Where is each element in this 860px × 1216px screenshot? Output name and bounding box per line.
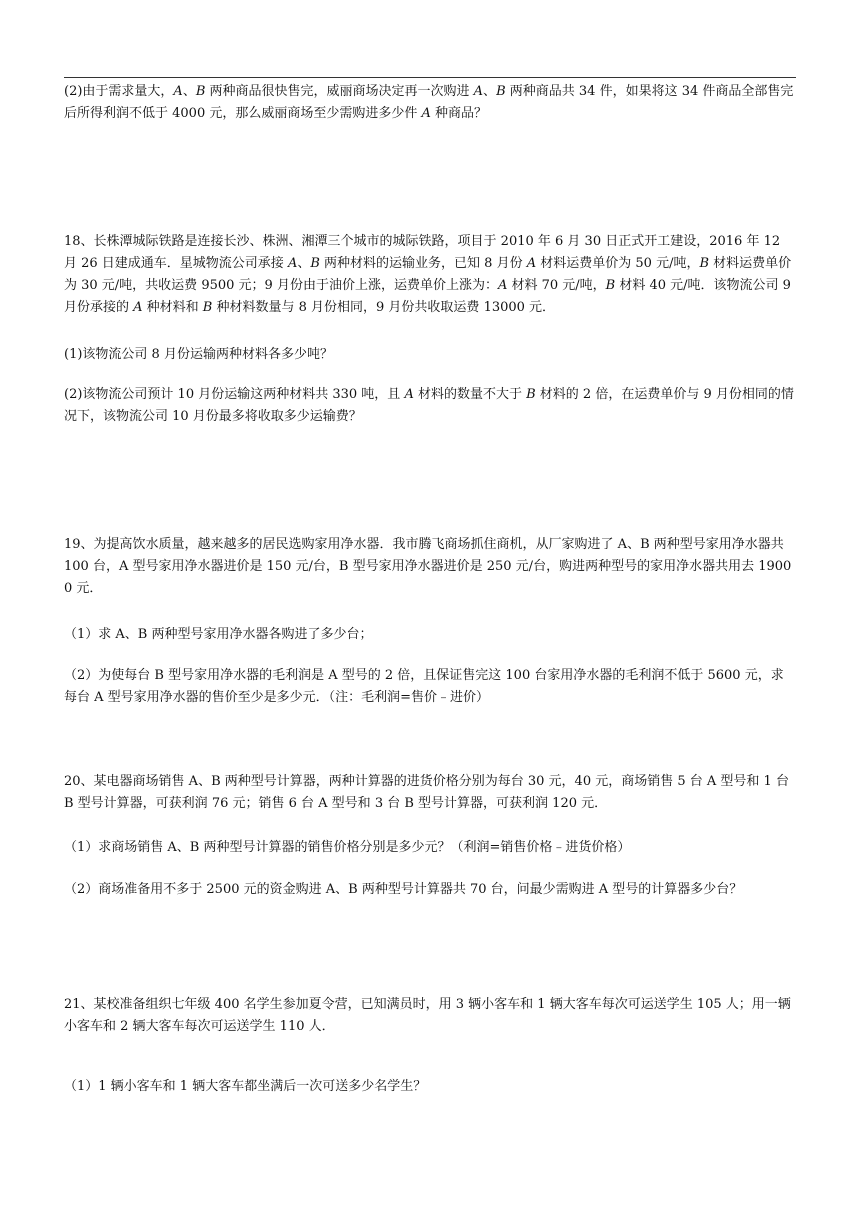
variable-label: A [404, 387, 414, 402]
text-run: （1）求 A、B 两种型号家用净水器各购进了多少台； [64, 627, 373, 642]
question-18-part-2 [64, 384, 796, 428]
text-run: 、 [483, 84, 497, 99]
text-run: 材料的 2 倍，在运费单价与 9 月份相同的情况下，该物流公司 10 月份最多将收取多少运输费？ [64, 387, 794, 424]
question-17-part-2 [64, 81, 796, 125]
variable-label: B [202, 300, 213, 315]
header-rule [64, 77, 796, 78]
variable-label: B [195, 84, 206, 99]
variable-label: A [133, 300, 143, 315]
question-18-stem [64, 231, 796, 319]
question-21-part-1 [64, 1076, 796, 1098]
variable-label: A [473, 84, 484, 99]
variable-label: A [173, 84, 183, 99]
question-18-part-1 [64, 344, 796, 366]
variable-label: B [605, 278, 616, 293]
text-run: 两种商品共 34 件，如果将这 34 件商品全部售完后所得利润不低于 4000 元，那么威丽商场至少需购进多少件 [64, 84, 794, 121]
question-19-stem [64, 534, 796, 600]
text-run: (2)该物流公司预计 10 月份运输这两种材料共 330 吨，且 [64, 387, 405, 402]
question-20-part-2 [64, 879, 796, 901]
text-run: （1）求商场销售 A、B 两种型号计算器的销售价格分别是多少元？（利润=销售价格﹣进货价格） [64, 840, 631, 855]
question-21-stem [64, 994, 796, 1038]
variable-label: B [496, 84, 506, 99]
question-20-stem [64, 771, 796, 815]
text-run: 种商品？ [430, 106, 488, 121]
text-run: 种材料数量与 8 月份相同，9 月份共收取运费 13000 元． [212, 300, 556, 315]
text-run: 材料 40 元/吨．该物流公司 9 月份承接的 [64, 278, 791, 315]
text-run: 材料 70 元/吨， [507, 278, 606, 293]
text-run: 两种材料的运输业务，已知 8 月份 [319, 256, 527, 271]
text-run: 、 [182, 84, 196, 99]
text-run: 种材料和 [142, 300, 203, 315]
text-run: 20、某电器商场销售 A、B 两种型号计算器，两种计算器的进货价格分别为每台 30 元，40 元，商场销售 5 台 A 型号和 1 台 B 型号计算器，可获利润 76 元；销售 6 台 A 型号和 3 台 B 型号计算器，可获利润 120 元． [64, 774, 789, 811]
variable-label: A [497, 278, 508, 293]
text-run: 材料的数量不大于 [413, 387, 527, 402]
question-19-part-1 [64, 624, 796, 646]
variable-label: B [699, 256, 710, 271]
text-run: 21、某校准备组织七年级 400 名学生参加夏令营，已知满员时，用 3 辆小客车和 1 辆大客车每次可运送学生 105 人；用一辆小客车和 2 辆大客车每次可运送学生 110 人． [64, 997, 791, 1034]
text-run: 、 [297, 256, 311, 271]
variable-label: A [526, 256, 537, 271]
variable-label: B [310, 256, 320, 271]
question-19-part-2 [64, 665, 796, 709]
text-run: 材料运费单价为 30 元/吨，共收运费 9500 元；9 月份由于油价上涨，运费单价上涨为： [64, 256, 792, 293]
variable-label: B [526, 387, 536, 402]
variable-label: A [287, 256, 298, 271]
text-run: 两种商品很快售完，威丽商场决定再一次购进 [205, 84, 474, 99]
variable-label: A [421, 106, 431, 121]
text-run: 18、长株潭城际铁路是连接长沙、株洲、湘潭三个城市的城际铁路，项目于 2010 年 6 月 30 日正式开工建设，2016 年 12 月 26 日建成通车．星城物流公司承接 [64, 234, 781, 271]
question-20-part-1 [64, 837, 796, 859]
text-run: (1)该物流公司 8 月份运输两种材料各多少吨？ [64, 347, 333, 362]
text-run: (2)由于需求量大， [64, 84, 174, 99]
text-run: （2）为使每台 B 型号家用净水器的毛利润是 A 型号的 2 倍，且保证售完这 100 台家用净水器的毛利润不低于 5600 元，求每台 A 型号家用净水器的售价至少是多少元．（注：毛利润=售价﹣进价） [64, 668, 784, 705]
text-run: （2）商场准备用不多于 2500 元的资金购进 A、B 两种型号计算器共 70 台，问最少需购进 A 型号的计算器多少台？ [64, 882, 743, 897]
text-run: （1）1 辆小客车和 1 辆大客车都坐满后一次可送多少名学生？ [64, 1079, 427, 1094]
text-run: 材料运费单价为 50 元/吨， [536, 256, 700, 271]
text-run: 19、为提高饮水质量，越来越多的居民选购家用净水器．我市腾飞商场抓住商机，从厂家购进了 A、B 两种型号家用净水器共 100 台，A 型号家用净水器进价是 150 元/台，B 型号家用净水器进价是 250 元/台，购进两种型号的家用净水器共用去 19000 元． [64, 537, 792, 596]
